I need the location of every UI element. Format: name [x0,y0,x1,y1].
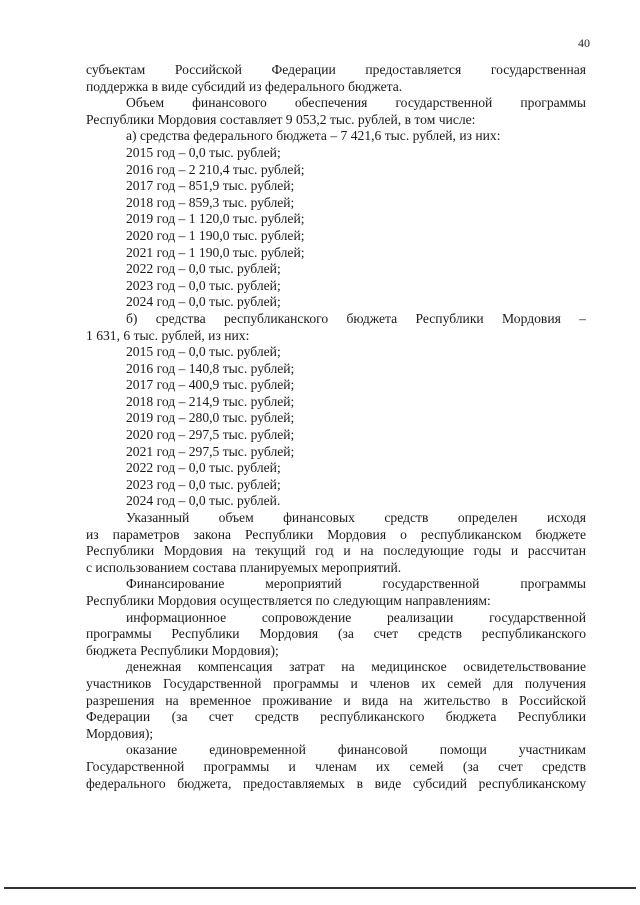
text-line: информационное сопровождение реализации государственной [126,609,586,625]
text-line: Республики Мордовия составляет 9 053,2 тыс. рублей, в том числе: [86,111,476,127]
text-line: 2024 год – 0,0 тыс. рублей; [126,294,281,310]
text-line: 2020 год – 1 190,0 тыс. рублей; [126,227,305,243]
text-line: 2022 год – 0,0 тыс. рублей; [126,261,281,277]
text-line: Республики Мордовия на текущий год и на последующие годы и рассчитан [86,543,586,559]
text-line: 2022 год – 0,0 тыс. рублей; [126,460,281,476]
text-line: из параметров закона Республики Мордовия о республиканском бюджете [86,526,586,542]
document-body [86,62,586,792]
text-line: 2021 год – 1 190,0 тыс. рублей; [126,244,305,260]
text-line: Указанный объем финансовых средств определен исходя [126,510,586,526]
text-line: 2015 год – 0,0 тыс. рублей; [126,344,281,360]
text-line: 2018 год – 214,9 тыс. рублей; [126,393,295,409]
text-line: 2023 год – 0,0 тыс. рублей; [126,277,281,293]
text-line: с использованием состава планируемых мероприятий. [86,559,402,575]
text-line: разрешения на временное проживание и вида на жительство в Российской [86,692,586,708]
text-line: 2021 год – 297,5 тыс. рублей; [126,443,295,459]
text-line: 2017 год – 400,9 тыс. рублей; [126,377,295,393]
text-line: 2016 год – 2 210,4 тыс. рублей; [126,161,305,177]
page-number: 40 [578,36,590,50]
text-line: 2019 год – 1 120,0 тыс. рублей; [126,211,305,227]
text-line: Республики Мордовия осуществляется по следующим направлениям: [86,593,491,608]
text-line: 2020 год – 297,5 тыс. рублей; [126,427,295,443]
text-line: Государственной программы и членам их семей (за счет средств [86,758,586,774]
bottom-rule [4,887,636,889]
text-line: б) средства республиканского бюджета Республики Мордовия – [126,310,586,326]
text-line: 2017 год – 851,9 тыс. рублей; [126,178,295,194]
text-line: 2016 год – 140,8 тыс. рублей; [126,360,295,376]
text-line: поддержка в виде субсидий из федерального бюджета. [86,78,403,94]
text-line: 2019 год – 280,0 тыс. рублей; [126,410,295,426]
text-line: 2023 год – 0,0 тыс. рублей; [126,476,281,492]
text-line: Федерации (за счет средств республиканского бюджета Республики [86,709,586,725]
text-line: субъектам Российской Федерации предоставляется государственная [86,62,586,77]
text-line: денежная компенсация затрат на медицинское освидетельствование [126,659,586,675]
text-line: программы Республики Мордовия (за счет средств республиканского [86,626,586,642]
text-line: бюджета Республики Мордовия); [86,642,279,658]
text-line: Объем финансового обеспечения государственной программы [126,95,586,111]
text-line: Финансирование мероприятий государственной программы [126,576,586,592]
text-line: 2015 год – 0,0 тыс. рублей; [126,144,281,160]
text-line: а) средства федерального бюджета – 7 421,6 тыс. рублей, из них: [126,128,501,144]
text-line: 2024 год – 0,0 тыс. рублей. [126,493,281,509]
text-line: участников Государственной программы и членов их семей для получения [86,675,586,691]
text-line: Мордовия); [86,725,154,741]
text-line: 2018 год – 859,3 тыс. рублей; [126,194,295,210]
text-line: оказание единовременной финансовой помощи участникам [126,742,586,758]
text-line: 1 631, 6 тыс. рублей, из них: [86,327,250,343]
text-line: федерального бюджета, предоставляемых в виде субсидий республиканскому [86,775,586,791]
